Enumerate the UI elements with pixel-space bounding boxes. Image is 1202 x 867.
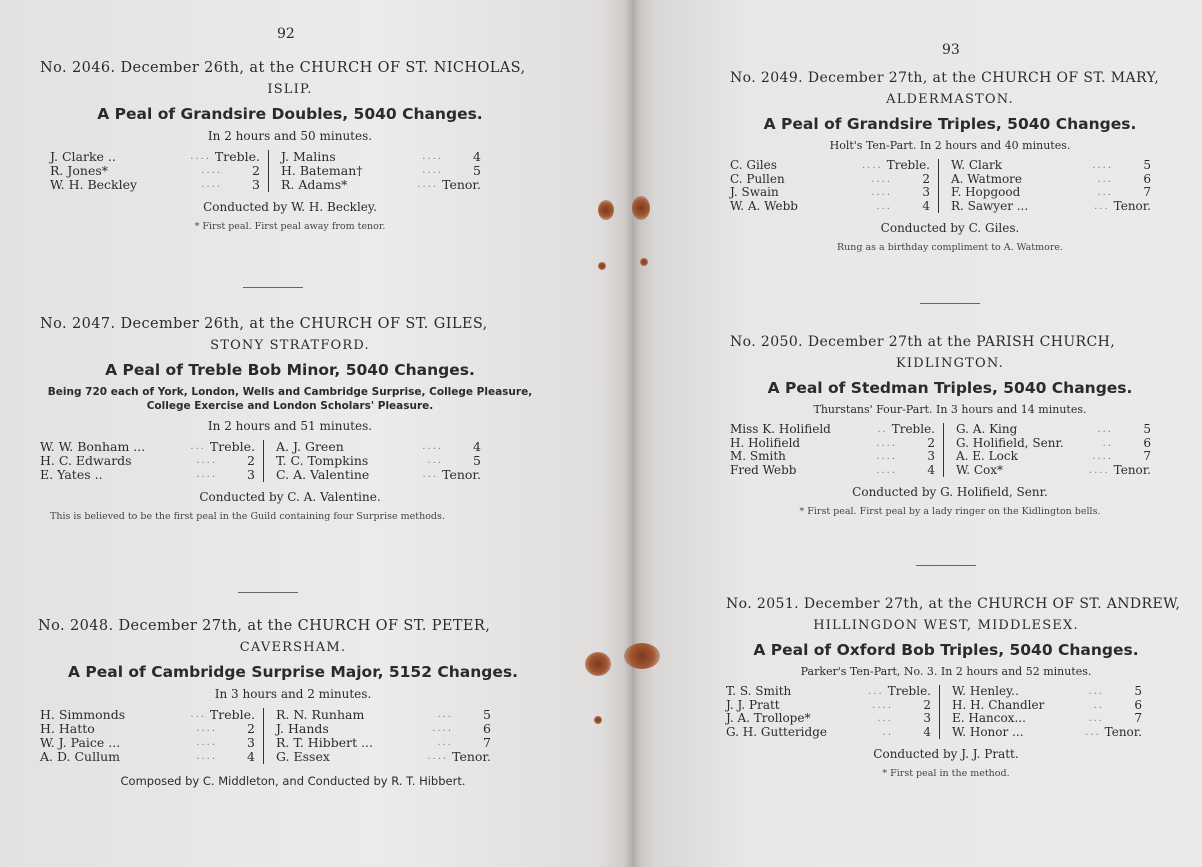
- peal-title: A Peal of Stedman Triples, 5040 Changes.: [767, 379, 1133, 397]
- conductor-line: Conducted by J. J. Pratt.: [873, 747, 1019, 761]
- ringer-row: W. H. Beckley .... 3: [50, 177, 260, 192]
- ringer-row: A. Watmore ... 6: [951, 171, 1151, 186]
- entry-heading: No. 2048. December 27th, at the CHURCH OF ST. PETER,: [38, 618, 491, 634]
- binding-hole-mark: [624, 643, 660, 669]
- conductor-line: Conducted by C. A. Valentine.: [199, 490, 381, 504]
- peal-time: Parker's Ten-Part, No. 3. In 2 hours and 52 minutes.: [800, 665, 1092, 678]
- ringers-column-left: [726, 685, 940, 739]
- ringers-table: [730, 159, 1170, 213]
- peal-time: In 2 hours and 51 minutes.: [207, 419, 373, 433]
- ringers-table: [40, 440, 540, 482]
- right-page: [632, 0, 1202, 867]
- conductor-line: Conducted by G. Holifield, Senr.: [852, 485, 1048, 499]
- ringer-row: J. Hands .... 6: [276, 721, 491, 736]
- peal-entry-2048: [38, 618, 548, 788]
- ringer-row: A. D. Cullum .... 4: [40, 749, 255, 764]
- ringers-table: [730, 423, 1170, 477]
- ringer-row: A. E. Lock .... 7: [956, 449, 1151, 463]
- entry-heading: No. 2050. December 27th at the PARISH CHURCH,: [730, 334, 1116, 350]
- peal-entry-2046: [40, 60, 540, 232]
- ringers-column-right: [264, 440, 481, 482]
- entry-location: KIDLINGTON.: [895, 356, 1004, 371]
- entry-heading: No. 2046. December 26th, at the CHURCH OF ST. NICHOLAS,: [40, 60, 526, 76]
- binding-hole-mark: [632, 196, 650, 220]
- ringers-column-left: [730, 159, 939, 213]
- divider: [243, 287, 303, 288]
- ringers-column-right: [939, 159, 1151, 213]
- ringer-row: E. Yates .. .... 3: [40, 467, 255, 482]
- ringers-column-right: [269, 150, 481, 192]
- ringer-row: R. N. Runham ... 5: [276, 707, 491, 722]
- ringer-row: H. Simmonds ... Treble.: [40, 707, 255, 722]
- book-gutter: [624, 0, 640, 867]
- ringer-row: J. Swain .... 3: [730, 185, 930, 199]
- ringer-row: W. W. Bonham ... ... Treble.: [40, 439, 255, 454]
- ringer-row: E. Hancox... ... 7: [952, 711, 1142, 725]
- ringer-row: H. Bateman† .... 5: [281, 163, 481, 178]
- ringer-row: G. H. Gutteridge .. 4: [726, 724, 931, 739]
- ringer-row: C. Giles .... Treble.: [730, 158, 930, 172]
- ringer-row: H. C. Edwards .... 2: [40, 453, 255, 468]
- ringer-row: R. T. Hibbert ... ... 7: [276, 735, 491, 750]
- peal-entry-2047: [40, 316, 540, 522]
- conductor-line: Conducted by C. Giles.: [880, 221, 1020, 235]
- ringer-row: G. Holifield, Senr. .. 6: [956, 435, 1151, 450]
- peal-title: A Peal of Grandsire Triples, 5040 Changes.: [763, 115, 1137, 133]
- peal-entry-2051: [726, 596, 1181, 779]
- ringer-row: A. J. Green .... 4: [276, 439, 481, 454]
- entry-heading: No. 2047. December 26th, at the CHURCH OF ST. GILES,: [40, 316, 488, 332]
- ringer-row: Miss K. Holifield .. Treble.: [730, 422, 935, 436]
- ringer-row: W. Cox* .... Tenor.: [956, 462, 1151, 477]
- footnote: * First peal. First peal by a lady ringer on the Kidlington bells.: [799, 506, 1101, 517]
- methods-note: Being 720 each of York, London, Wells and Cambridge Surprise, College Pleasure, College Exercise and London Scholars' Pleasure.: [47, 386, 533, 412]
- ringer-row: C. A. Valentine ... Tenor.: [276, 467, 481, 482]
- binding-hole-mark: [585, 652, 611, 676]
- binding-hole-mark: [598, 200, 614, 220]
- ringers-column-left: [40, 708, 264, 764]
- page-number: 92: [277, 26, 295, 42]
- ringers-column-left: [50, 150, 269, 192]
- peal-entry-2049: [730, 70, 1170, 253]
- ringer-row: R. Sawyer ... ... Tenor.: [951, 198, 1151, 213]
- entry-heading: No. 2051. December 27th, at the CHURCH OF ST. ANDREW,: [726, 596, 1181, 612]
- peal-time: In 3 hours and 2 minutes.: [214, 687, 372, 701]
- ringer-row: H. Holifield .... 2: [730, 435, 935, 450]
- ringer-row: J. Malins .... 4: [281, 149, 481, 164]
- peal-time: In 2 hours and 50 minutes.: [207, 129, 373, 143]
- peal-title: A Peal of Grandsire Doubles, 5040 Changes.: [97, 105, 483, 123]
- ringer-row: M. Smith .... 3: [730, 449, 935, 463]
- entry-location: ALDERMASTON.: [886, 92, 1014, 107]
- peal-time: Thurstans' Four-Part. In 3 hours and 14 minutes.: [813, 403, 1087, 416]
- conductor-line: Composed by C. Middleton, and Conducted by R. T. Hibbert.: [120, 774, 466, 788]
- peal-title: A Peal of Treble Bob Minor, 5040 Changes.: [105, 361, 475, 379]
- ringers-column-right: [264, 708, 491, 764]
- entry-heading: No. 2049. December 27th, at the CHURCH OF ST. MARY,: [730, 70, 1160, 86]
- divider: [916, 565, 976, 566]
- entry-location: CAVERSHAM.: [239, 640, 347, 655]
- ringers-table: [40, 150, 540, 192]
- ringer-row: C. Pullen .... 2: [730, 171, 930, 186]
- footnote: * First peal. First peal away from tenor.: [194, 221, 386, 232]
- ringers-column-right: [940, 685, 1142, 739]
- ringers-column-left: [40, 440, 264, 482]
- ringer-row: T. C. Tompkins ... 5: [276, 453, 481, 468]
- ringer-row: Fred Webb .... 4: [730, 462, 935, 477]
- footnote: * First peal in the method.: [882, 768, 1010, 779]
- divider: [920, 303, 980, 304]
- peal-time: Holt's Ten-Part. In 2 hours and 40 minutes.: [829, 139, 1071, 152]
- ringers-column-left: [730, 423, 944, 477]
- ringer-row: J. Clarke .. .... Treble.: [50, 149, 260, 164]
- entry-location: HILLINGDON WEST, MIDDLESEX.: [813, 618, 1079, 633]
- ringer-row: J. J. Pratt .... 2: [726, 697, 931, 712]
- footnote: This is believed to be the first peal in the Guild containing four Surprise methods.: [50, 511, 445, 522]
- ringer-row: W. A. Webb ... 4: [730, 198, 930, 213]
- binding-hole-mark: [594, 716, 602, 724]
- footnote: Rung as a birthday compliment to A. Watmore.: [836, 242, 1064, 253]
- ringer-row: H. Hatto .... 2: [40, 721, 255, 736]
- binding-hole-mark: [640, 258, 648, 266]
- ringer-row: W. Henley.. ... 5: [952, 684, 1142, 698]
- entry-location: STONY STRATFORD.: [210, 338, 370, 353]
- page-number: 93: [942, 42, 960, 58]
- ringer-row: T. S. Smith ... Treble.: [726, 684, 931, 698]
- ringer-row: W. J. Paice ... .... 3: [40, 735, 255, 750]
- ringer-row: R. Jones* .... 2: [50, 163, 260, 178]
- binding-hole-mark: [598, 262, 606, 270]
- peal-entry-2050: [730, 334, 1170, 517]
- peal-title: A Peal of Cambridge Surprise Major, 5152 Changes.: [67, 663, 519, 681]
- ringer-row: J. A. Trollope* ... 3: [726, 711, 931, 725]
- ringers-table: [38, 708, 548, 764]
- ringer-row: F. Hopgood ... 7: [951, 185, 1151, 199]
- ringers-table: [726, 685, 1166, 739]
- divider: [238, 592, 298, 593]
- ringers-column-right: [944, 423, 1151, 477]
- conductor-line: Conducted by W. H. Beckley.: [203, 200, 377, 214]
- ringer-row: W. Clark .... 5: [951, 158, 1151, 172]
- ringer-row: H. H. Chandler .. 6: [952, 697, 1142, 712]
- ringer-row: W. Honor ... ... Tenor.: [952, 724, 1142, 739]
- ringer-row: G. Essex .... Tenor.: [276, 749, 491, 764]
- peal-title: A Peal of Oxford Bob Triples, 5040 Changes.: [753, 641, 1139, 659]
- ringer-row: R. Adams* .... Tenor.: [281, 177, 481, 192]
- ringer-row: G. A. King ... 5: [956, 422, 1151, 436]
- entry-location: ISLIP.: [267, 82, 313, 97]
